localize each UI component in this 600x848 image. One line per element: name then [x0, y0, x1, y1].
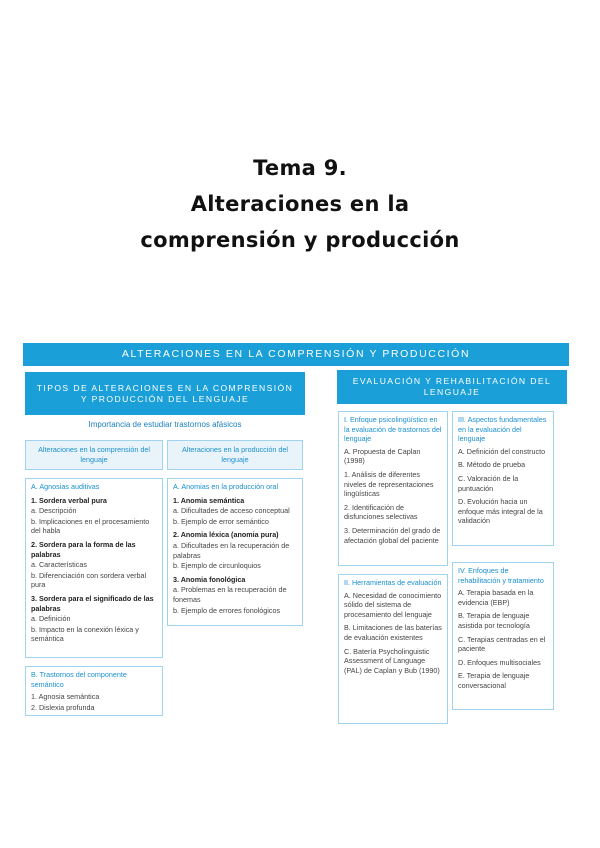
list-item: b. Impacto en la conexión léxica y semántica: [31, 624, 139, 644]
list-item: b. Ejemplo de circunloquios: [173, 561, 261, 571]
document-title: [0, 150, 600, 258]
diagram-banner: ALTERACIONES EN LA COMPRENSIÓN Y PRODUCCIÓN: [23, 343, 569, 366]
aspectos-item-1: A. Definición del constructo: [458, 446, 546, 456]
aspectos-item-2: B. Método de prueba: [458, 460, 526, 470]
title-line-1: Tema 9.: [253, 156, 347, 180]
componente-item-1: 1. Agnosia semántica: [31, 692, 100, 702]
enfoque-item-3: 2. Identificación de disfunciones selectivas: [344, 502, 418, 522]
componente-item-2: 2. Dislexia profunda: [31, 702, 95, 712]
comprension-heading: Alteraciones en la comprensión del lenguaje: [25, 440, 163, 470]
tratamiento-item-1: A. Terapia basada en la evidencia (EBP): [458, 588, 534, 607]
tratamiento-item-4: D. Enfoques multisociales: [458, 657, 541, 667]
tratamiento-box: [452, 562, 554, 710]
tratamiento-heading: IV. Enfoques de rehabilitación y tratamiento: [458, 566, 544, 585]
aspectos-heading: III. Aspectos fundamentales en la evaluación del lenguaje: [458, 415, 547, 444]
left-section-heading: TIPOS DE ALTERACIONES EN LA COMPRENSIÓN Y PRODUCCIÓN DEL LENGUAJE: [25, 372, 305, 415]
tratamiento-item-5: E. Terapia de lenguaje conversacional: [458, 671, 530, 690]
herramientas-box: [338, 574, 448, 724]
aspectos-item-3: C. Valoración de la puntuación: [458, 473, 519, 493]
comprension-items: [31, 496, 157, 644]
herramientas-item-2: B. Limitaciones de las baterías de evaluación existentes: [344, 623, 442, 642]
list-item: b. Diferenciación con sordera verbal pura: [31, 570, 147, 590]
left-subtitle: Importancia de estudiar trastornos afásicos: [88, 420, 242, 429]
list-item: 2. Sordera para la forma de las palabras: [31, 539, 136, 559]
aspectos-item-4: D. Evolución hacia un enfoque más integral de la validación: [458, 497, 543, 526]
list-item: 2. Anomia léxica (anomia pura): [173, 530, 279, 540]
componente-heading: B. Trastornos del componente semántico: [31, 670, 127, 689]
enfoque-item-4: 3. Determinación del grado de afectación global del paciente: [344, 525, 441, 545]
produccion-items: [173, 496, 297, 616]
produccion-box: [167, 478, 303, 626]
list-item: 1. Anomia semántica: [173, 495, 245, 505]
tratamiento-item-2: B. Terapia de lenguaje asistida por tecnología: [458, 611, 530, 630]
enfoque-heading: I. Enfoque psicolingüístico en la evaluación de trastornos del lenguaje: [344, 415, 442, 444]
list-item: a. Dificultades en la recuperación de palabras: [173, 540, 290, 560]
produccion-section: A. Anomias en la producción oral: [173, 482, 279, 491]
enfoque-box: [338, 411, 448, 566]
list-item: a. Problemas en la recuperación de fonemas: [173, 585, 287, 604]
list-item: b. Ejemplo de errores fonológicos: [173, 605, 281, 615]
list-item: 3. Sordera para el significado de las palabras: [31, 593, 154, 613]
enfoque-item-2: 1. Análisis de diferentes niveles de representaciones lingüísticas: [344, 469, 434, 499]
list-item: a. Características: [31, 560, 87, 570]
list-item: 1. Sordera verbal pura: [31, 495, 107, 505]
list-item: a. Descripción: [31, 506, 77, 516]
title-line-3: comprensión y producción: [140, 228, 460, 252]
list-item: b. Implicaciones en el procesamiento del habla: [31, 516, 150, 536]
comprension-box: [25, 478, 163, 658]
aspectos-box: [452, 411, 554, 546]
title-line-2: Alteraciones en la: [190, 192, 410, 216]
herramientas-heading: II. Herramientas de evaluación: [344, 578, 442, 587]
herramientas-item-1: A. Necesidad de conocimiento sólido del sistema de procesamiento del lenguaje: [344, 590, 442, 619]
list-item: a. Definición: [31, 614, 71, 624]
herramientas-item-3: C. Batería Psycholinguistic Assessment of Language (PAL) de Caplan y Bub (1990): [344, 646, 440, 675]
enfoque-item-1: A. Propuesta de Caplan (1998): [344, 446, 421, 466]
comprension-section: A. Agnosias auditivas: [31, 482, 100, 491]
tratamiento-item-3: C. Terapias centradas en el paciente: [458, 634, 546, 654]
componente-box: [25, 666, 163, 716]
produccion-heading: Alteraciones en la producción del lenguaje: [167, 440, 303, 470]
list-item: 3. Anomia fonológica: [173, 574, 246, 584]
list-item: b. Ejemplo de error semántico: [173, 516, 269, 526]
list-item: a. Dificultades de acceso conceptual: [173, 506, 290, 516]
right-section-heading: EVALUACIÓN Y REHABILITACIÓN DEL LENGUAJE: [337, 370, 567, 404]
